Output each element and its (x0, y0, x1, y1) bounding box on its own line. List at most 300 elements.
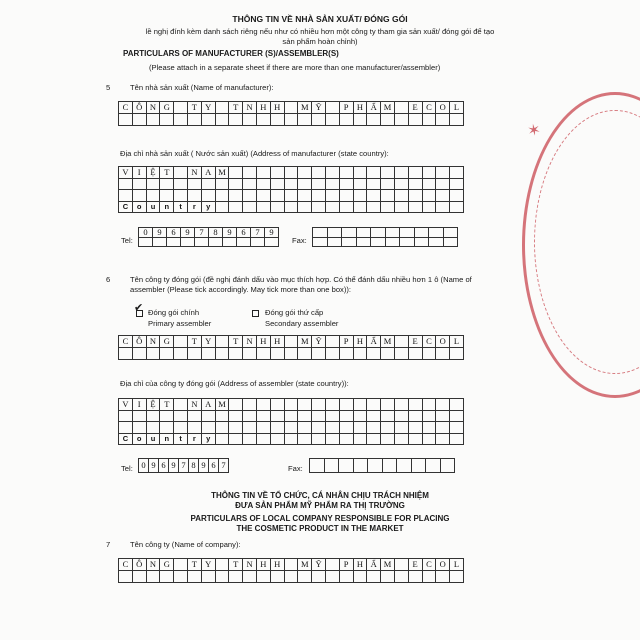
char-cell (328, 228, 343, 238)
char-cell (243, 167, 257, 179)
secondary-assembler-checkbox[interactable] (252, 310, 259, 317)
primary-assembler-en: Primary assembler (148, 319, 212, 328)
char-cell (188, 411, 202, 423)
manufacturer-fax-grid[interactable] (312, 227, 458, 247)
char-cell (342, 228, 357, 238)
char-cell (423, 434, 437, 446)
char-cell: O (436, 559, 450, 571)
char-cell (243, 179, 257, 191)
char-cell (229, 114, 243, 126)
char-cell (216, 559, 230, 571)
char-cell (381, 571, 395, 583)
char-cell (181, 238, 195, 248)
char-cell (257, 411, 271, 423)
char-cell (257, 167, 271, 179)
char-cell (354, 202, 368, 214)
char-cell (340, 411, 354, 423)
char-cell: r (188, 434, 202, 446)
char-cell (357, 238, 372, 248)
char-cell: n (160, 434, 174, 446)
char-cell (409, 114, 423, 126)
char-cell: C (119, 336, 133, 348)
char-cell (367, 167, 381, 179)
char-cell (325, 459, 340, 473)
char-cell (119, 348, 133, 360)
char-cell (160, 571, 174, 583)
char-cell (340, 399, 354, 411)
char-cell: T (160, 399, 174, 411)
char-cell (367, 571, 381, 583)
char-cell: Y (202, 102, 216, 114)
char-cell (450, 348, 464, 360)
char-cell (160, 348, 174, 360)
char-cell: T (188, 559, 202, 571)
char-cell: 9 (265, 228, 279, 238)
char-cell: N (243, 559, 257, 571)
char-cell: 7 (195, 228, 209, 238)
char-cell: 9 (181, 228, 195, 238)
char-cell: 9 (149, 459, 159, 473)
char-cell (367, 348, 381, 360)
char-cell (326, 202, 340, 214)
char-cell (119, 411, 133, 423)
char-cell (409, 571, 423, 583)
char-cell (313, 238, 328, 248)
char-cell (436, 348, 450, 360)
char-cell (119, 422, 133, 434)
char-cell (202, 411, 216, 423)
char-cell (357, 228, 372, 238)
char-cell (188, 179, 202, 191)
char-cell (326, 399, 340, 411)
char-cell (423, 411, 437, 423)
char-cell (216, 571, 230, 583)
char-cell (312, 190, 326, 202)
char-cell: u (147, 202, 161, 214)
char-cell (326, 102, 340, 114)
char-cell: T (188, 102, 202, 114)
char-cell (174, 399, 188, 411)
char-cell (147, 179, 161, 191)
char-cell (340, 348, 354, 360)
assembler-tel-label: Tel: (121, 464, 133, 473)
seal-mark: ✶ (524, 120, 546, 140)
char-cell: T (229, 336, 243, 348)
char-cell (271, 399, 285, 411)
char-cell (133, 411, 147, 423)
char-cell: G (160, 336, 174, 348)
assembler-fax-label: Fax: (288, 464, 303, 473)
char-cell: N (243, 102, 257, 114)
char-cell (147, 411, 161, 423)
char-cell (298, 422, 312, 434)
char-cell (409, 422, 423, 434)
char-cell (450, 399, 464, 411)
char-cell (395, 202, 409, 214)
char-cell: O (436, 102, 450, 114)
char-cell (202, 348, 216, 360)
char-cell (147, 422, 161, 434)
char-cell (216, 411, 230, 423)
char-cell (312, 179, 326, 191)
char-cell (423, 167, 437, 179)
char-cell (229, 434, 243, 446)
char-cell (339, 459, 354, 473)
char-cell (312, 422, 326, 434)
char-cell (229, 411, 243, 423)
assembler-fax-grid[interactable] (309, 458, 455, 473)
char-cell: C (423, 559, 437, 571)
char-cell: V (119, 399, 133, 411)
char-cell (285, 114, 299, 126)
char-cell: 7 (219, 459, 229, 473)
assembler-label-line2: assembler (Please tick accordingly. May tick more than one box)): (130, 285, 352, 294)
char-cell (257, 190, 271, 202)
char-cell (257, 422, 271, 434)
char-cell (354, 190, 368, 202)
char-cell: L (450, 559, 464, 571)
char-cell: H (257, 102, 271, 114)
char-cell (381, 411, 395, 423)
char-cell (395, 571, 409, 583)
char-cell (371, 238, 386, 248)
char-cell (340, 571, 354, 583)
char-cell: G (160, 559, 174, 571)
char-cell (450, 571, 464, 583)
char-cell (243, 399, 257, 411)
char-cell: C (423, 102, 437, 114)
char-cell (153, 238, 167, 248)
char-cell (160, 411, 174, 423)
char-cell (326, 422, 340, 434)
char-cell (409, 190, 423, 202)
char-cell (202, 422, 216, 434)
char-cell: Y (202, 336, 216, 348)
manufacturer-address-grid[interactable] (118, 166, 464, 213)
char-cell (223, 238, 237, 248)
char-cell (188, 422, 202, 434)
char-cell (367, 411, 381, 423)
assembler-name-grid[interactable] (118, 335, 464, 360)
char-cell (450, 411, 464, 423)
char-cell: Ỹ (312, 559, 326, 571)
char-cell (436, 114, 450, 126)
char-cell (147, 571, 161, 583)
char-cell (174, 559, 188, 571)
char-cell (395, 102, 409, 114)
char-cell (340, 422, 354, 434)
char-cell: n (160, 202, 174, 214)
char-cell (423, 571, 437, 583)
char-cell (436, 179, 450, 191)
char-cell: M (298, 336, 312, 348)
char-cell (441, 459, 456, 473)
char-cell: O (436, 336, 450, 348)
char-cell: N (188, 399, 202, 411)
char-cell: o (133, 202, 147, 214)
section-5-number: 5 (106, 83, 111, 92)
char-cell (450, 422, 464, 434)
char-cell (243, 411, 257, 423)
char-cell (326, 114, 340, 126)
char-cell (133, 571, 147, 583)
char-cell (381, 422, 395, 434)
char-cell (202, 190, 216, 202)
char-cell (271, 179, 285, 191)
char-cell (160, 190, 174, 202)
local-company-title-vi-line2: ĐƯA SẢN PHẨM MỸ PHẨM RA THỊ TRƯỜNG (235, 501, 405, 510)
char-cell (423, 114, 437, 126)
char-cell (450, 167, 464, 179)
char-cell: H (257, 336, 271, 348)
char-cell (400, 228, 415, 238)
char-cell (429, 228, 444, 238)
char-cell (133, 422, 147, 434)
char-cell (409, 348, 423, 360)
char-cell (271, 411, 285, 423)
company-name-grid[interactable] (118, 558, 464, 583)
char-cell (450, 114, 464, 126)
assembler-address-grid[interactable] (118, 398, 464, 445)
char-cell (367, 114, 381, 126)
char-cell: Ô (133, 102, 147, 114)
char-cell (216, 348, 230, 360)
char-cell (285, 190, 299, 202)
char-cell (285, 336, 299, 348)
char-cell (271, 434, 285, 446)
char-cell (326, 336, 340, 348)
char-cell (271, 190, 285, 202)
char-cell (426, 459, 441, 473)
char-cell (409, 167, 423, 179)
char-cell (326, 348, 340, 360)
char-cell: C (119, 102, 133, 114)
char-cell (367, 202, 381, 214)
char-cell (195, 238, 209, 248)
char-cell (298, 190, 312, 202)
char-cell (381, 202, 395, 214)
char-cell (229, 190, 243, 202)
char-cell: A (202, 399, 216, 411)
char-cell (310, 459, 325, 473)
char-cell (312, 114, 326, 126)
char-cell: r (188, 202, 202, 214)
char-cell: 9 (223, 228, 237, 238)
char-cell (243, 190, 257, 202)
char-cell (354, 422, 368, 434)
char-cell: H (354, 102, 368, 114)
char-cell: 6 (209, 459, 219, 473)
char-cell: Y (202, 559, 216, 571)
char-cell: V (119, 167, 133, 179)
char-cell: 9 (199, 459, 209, 473)
char-cell (216, 434, 230, 446)
char-cell (354, 179, 368, 191)
char-cell (229, 571, 243, 583)
char-cell: 6 (167, 228, 181, 238)
char-cell: o (133, 434, 147, 446)
char-cell: H (354, 336, 368, 348)
char-cell (174, 179, 188, 191)
char-cell (367, 179, 381, 191)
char-cell: 9 (153, 228, 167, 238)
char-cell (243, 202, 257, 214)
char-cell (368, 459, 383, 473)
form-subtitle-line1: lề nghị đính kèm danh sách riêng nếu như có nhiều hơn một công ty tham gia sản xuất/ đóng gói để tạo (145, 27, 495, 36)
char-cell (400, 238, 415, 248)
char-cell (147, 348, 161, 360)
char-cell (147, 190, 161, 202)
char-cell (409, 202, 423, 214)
char-cell (298, 399, 312, 411)
checkmark-icon: ✔ (134, 302, 144, 314)
char-cell (285, 399, 299, 411)
char-cell (271, 167, 285, 179)
char-cell: Ệ (147, 167, 161, 179)
char-cell (188, 190, 202, 202)
char-cell: L (450, 102, 464, 114)
char-cell (298, 114, 312, 126)
char-cell (174, 411, 188, 423)
char-cell (354, 571, 368, 583)
char-cell (312, 571, 326, 583)
char-cell: P (340, 336, 354, 348)
char-cell (436, 202, 450, 214)
char-cell (436, 434, 450, 446)
manufacturer-name-grid[interactable] (118, 101, 464, 126)
char-cell (340, 114, 354, 126)
char-cell (450, 179, 464, 191)
char-cell: I (133, 167, 147, 179)
char-cell: 8 (189, 459, 199, 473)
char-cell (367, 422, 381, 434)
char-cell: 6 (159, 459, 169, 473)
char-cell: G (160, 102, 174, 114)
char-cell (395, 348, 409, 360)
company-name-label: Tên công ty (Name of company): (130, 540, 241, 549)
char-cell: Ỹ (312, 336, 326, 348)
char-cell (243, 114, 257, 126)
char-cell (340, 202, 354, 214)
char-cell (423, 179, 437, 191)
char-cell (243, 434, 257, 446)
char-cell (285, 422, 299, 434)
char-cell (257, 114, 271, 126)
char-cell (174, 190, 188, 202)
char-cell (298, 434, 312, 446)
secondary-assembler-vi: Đóng gói thứ cấp (265, 308, 324, 317)
char-cell: y (202, 434, 216, 446)
char-cell (257, 399, 271, 411)
char-cell (381, 399, 395, 411)
char-cell: 9 (169, 459, 179, 473)
char-cell (119, 114, 133, 126)
char-cell: M (381, 336, 395, 348)
char-cell (298, 167, 312, 179)
assembler-tel-grid[interactable] (138, 458, 229, 473)
char-cell: E (409, 559, 423, 571)
char-cell (298, 179, 312, 191)
char-cell (312, 411, 326, 423)
char-cell (257, 202, 271, 214)
char-cell (423, 348, 437, 360)
char-cell (423, 190, 437, 202)
char-cell (119, 179, 133, 191)
char-cell (429, 238, 444, 248)
char-cell (202, 571, 216, 583)
primary-assembler-vi: Đóng gói chính (148, 308, 200, 317)
char-cell (450, 434, 464, 446)
char-cell (285, 167, 299, 179)
char-cell (174, 102, 188, 114)
char-cell (409, 399, 423, 411)
char-cell: T (188, 336, 202, 348)
char-cell (285, 179, 299, 191)
char-cell (229, 399, 243, 411)
char-cell: 0 (139, 228, 153, 238)
char-cell (271, 348, 285, 360)
char-cell (285, 411, 299, 423)
char-cell (386, 238, 401, 248)
char-cell (285, 202, 299, 214)
char-cell (354, 411, 368, 423)
char-cell (395, 167, 409, 179)
char-cell (257, 434, 271, 446)
char-cell: P (340, 559, 354, 571)
char-cell (340, 190, 354, 202)
char-cell (271, 422, 285, 434)
char-cell (298, 571, 312, 583)
char-cell: 8 (209, 228, 223, 238)
char-cell (312, 348, 326, 360)
char-cell: t (174, 202, 188, 214)
char-cell (412, 459, 427, 473)
form-english-title: PARTICULARS OF MANUFACTURER (S)/ASSEMBLER(S) (123, 49, 339, 58)
char-cell (313, 228, 328, 238)
char-cell: M (216, 167, 230, 179)
char-cell: N (147, 102, 161, 114)
manufacturer-tel-grid[interactable] (138, 227, 279, 247)
char-cell: I (133, 399, 147, 411)
char-cell (229, 422, 243, 434)
char-cell: Ô (133, 559, 147, 571)
char-cell (298, 411, 312, 423)
char-cell (216, 114, 230, 126)
char-cell (386, 228, 401, 238)
char-cell (354, 167, 368, 179)
char-cell (367, 190, 381, 202)
char-cell (326, 571, 340, 583)
char-cell: u (147, 434, 161, 446)
char-cell: C (119, 434, 133, 446)
char-cell: M (381, 102, 395, 114)
char-cell (119, 190, 133, 202)
char-cell (229, 202, 243, 214)
char-cell: E (409, 336, 423, 348)
char-cell: M (298, 102, 312, 114)
char-cell (160, 114, 174, 126)
char-cell (383, 459, 398, 473)
char-cell (188, 571, 202, 583)
char-cell (450, 202, 464, 214)
char-cell (160, 422, 174, 434)
char-cell (395, 399, 409, 411)
char-cell (409, 434, 423, 446)
char-cell (381, 190, 395, 202)
char-cell (229, 179, 243, 191)
char-cell (147, 114, 161, 126)
char-cell (133, 114, 147, 126)
